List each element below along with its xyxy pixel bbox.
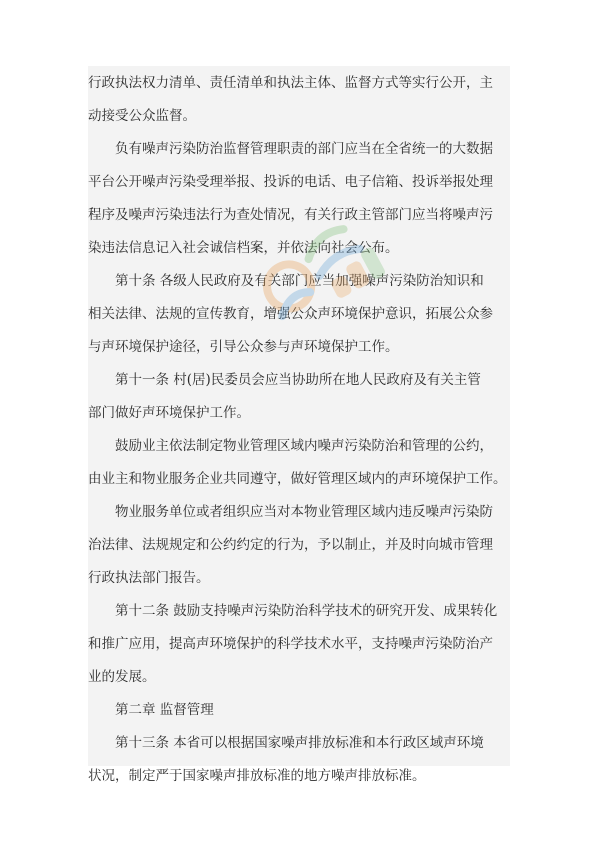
paragraph-line: 由业主和物业服务企业共同遵守，做好管理区域内的声环境保护工作。 (88, 471, 507, 487)
paragraph-line: 治法律、法规规定和公约约定的行为，予以制止，并及时向城市管理 (88, 537, 493, 553)
paragraph-line: 相关法律、法规的宣传教育，增强公众声环境保护意识，拓展公众参 (88, 306, 493, 322)
paragraph-line: 负有噪声污染防治监督管理职责的部门应当在全省统一的大数据 (115, 141, 493, 157)
paragraph-line: 程序及噪声污染违法行为查处情况，有关行政主管部门应当将噪声污 (88, 207, 493, 223)
article-line: 第十一条 村(居)民委员会应当协助所在地人民政府及有关主管 (115, 372, 481, 388)
article-line: 第十条 各级人民政府及有关部门应当加强噪声污染防治知识和 (115, 273, 484, 289)
paragraph-line: 鼓励业主依法制定物业管理区域内噪声污染防治和管理的公约， (115, 438, 493, 454)
paragraph-line: 物业服务单位或者组织应当对本物业管理区域内违反噪声污染防 (115, 504, 493, 520)
paragraph-line: 行政执法权力清单、责任清单和执法主体、监督方式等实行公开，主 (88, 75, 493, 91)
paragraph-line: 行政执法部门报告。 (88, 570, 210, 586)
paragraph-line: 平台公开噪声污染受理举报、投诉的电话、电子信箱、投诉举报处理 (88, 174, 493, 190)
article-line: 第十三条 本省可以根据国家噪声排放标准和本行政区域声环境 (115, 735, 484, 751)
paragraph-line: 部门做好声环境保护工作。 (88, 405, 250, 421)
paragraph-line: 动接受公众监督。 (88, 108, 196, 124)
paragraph-line: 和推广应用，提高声环境保护的科学技术水平，支持噪声污染防治产 (88, 636, 493, 652)
chapter-heading: 第二章 监督管理 (115, 702, 214, 718)
paragraph-line: 业的发展。 (88, 669, 156, 685)
paragraph-line: 状况，制定严于国家噪声排放标准的地方噪声排放标准。 (88, 768, 426, 784)
paragraph-line: 与声环境保护途径，引导公众参与声环境保护工作。 (88, 339, 399, 355)
paragraph-line: 染违法信息记入社会诚信档案，并依法向社会公布。 (88, 240, 399, 256)
article-line: 第十二条 鼓励支持噪声污染防治科学技术的研究开发、成果转化 (115, 603, 498, 619)
